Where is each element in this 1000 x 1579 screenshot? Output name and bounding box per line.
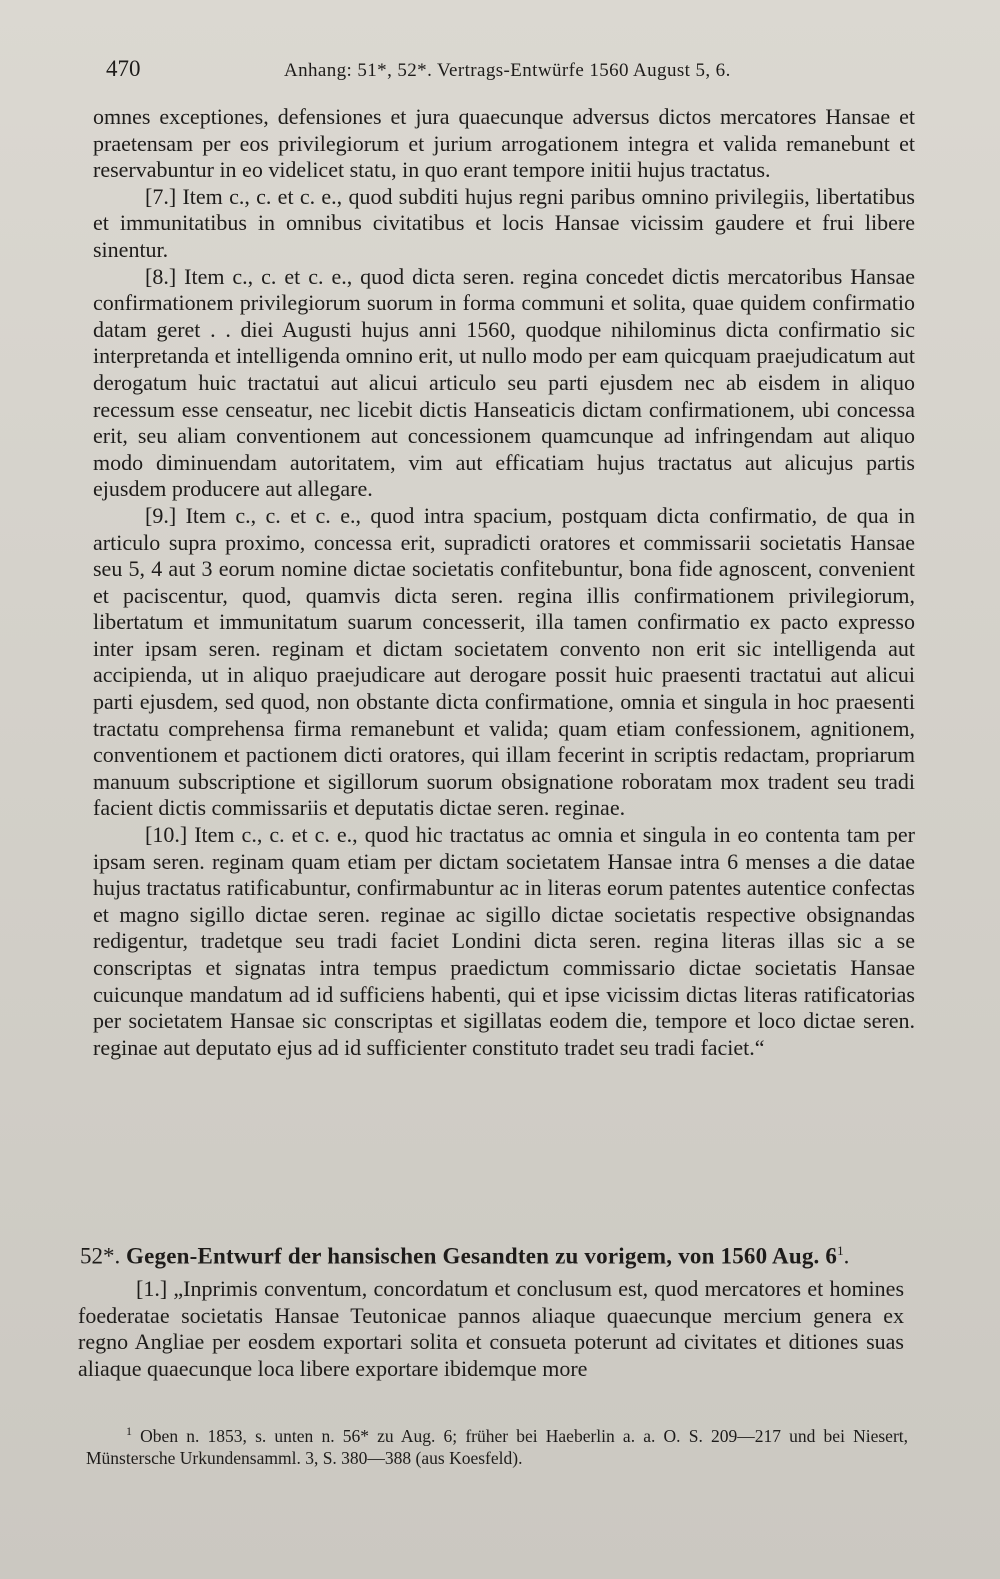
article-number: [9.] <box>145 502 177 528</box>
continuation-paragraph: omnes exceptiones, defensiones et jura quaecunque adversus dictos mercatores Hansae et praetensam per eos privilegiorum et jurium arrogationem integra et valida remanebunt et reservabuntur in eo videlicet statu, in quo erant tempore initii hujus tractatus. <box>93 104 915 183</box>
page-number: 470 <box>106 56 141 81</box>
running-head: Anhang: 51*, 52*. Vertrags-Entwürfe 1560 August 5, 6. <box>284 60 731 81</box>
section-title: Gegen-Entwurf der hansischen Gesandten zu vorigem, von 1560 Aug. 6 <box>126 1243 838 1269</box>
article-text: Item c., c. et c. e., quod dicta seren. regina concedet dictis mercatoribus Hansae confirmationem privilegiorum suorum in forma communi et solita, quae quidem confirmatio datam geret . . diei Augusti hujus anni 1560, quodque nihilominus dicta confirmatio sic interpretanda et intelligenda omnino erit, ut nullo modo per eam quicquam praejudicatum aut derogatum huic tractatui aut alicui articulo seu parti ejusdem nec ab eisdem in aliquo recessum esse censeatur, nec licebit dictis Hanseaticis dictam confirmationem, ubi concessa erit, seu aliam conventionem aut concessionem quamcunque ad infringendam aut aliquo modo diminuendam autoritatem, vim aut efficatiam hujus tractatus aut alicujus partis ejusdem producere aut allegare. <box>93 263 916 502</box>
article-text: Item c., c. et c. e., quod hic tractatus ac omnia et singula in eo contenta tam per ipsam seren. reginam quam etiam per dictam societatem Hansae intra 6 menses a die datae hujus tractatus ratificabuntur, confirmabuntur ac in literas eorum patentes autentice confectas et magno sigillo dictae seren. reginae ac sigillo dictae societatis respective obsignandas redigentur, tradetque seu tradi faciet Londini dicta seren. regina literas illas sic a se conscriptas et signatas intra tempus praedictum commissario dictae societatis Hansae cuicunque mandatum ad id sufficiens habenti, qui et ipse vicissim dictas literas ratificatorias per societatem Hansae sic conscriptas et sigillatas eodem die, tempore et loco dictae seren. reginae aut deputato ejus ad id sufficienter constituto tradet seu tradi faciet.“ <box>93 822 915 1060</box>
footnote <box>86 1420 908 1469</box>
article-number: [7.] <box>145 183 177 209</box>
article-7 <box>93 184 915 264</box>
article-number: [8.] <box>145 263 177 289</box>
document-51-text <box>93 104 915 1061</box>
footnote-reference: 1 <box>837 1243 844 1258</box>
footnote-paragraph <box>86 1420 908 1469</box>
article-10 <box>93 822 915 1061</box>
article-9 <box>93 503 915 822</box>
section-heading-52 <box>80 1236 910 1272</box>
article-8 <box>93 264 915 503</box>
article-text: „Inprimis conventum, concordatum et conclusum est, quod mercatores et homines foederatae societatis Hansae Teutonicae pannos aliaque quaecunque mercium genera ex regno Angliae per eosdem exportari solita et consueta poterunt ad civitates et ditiones suas aliaque quaecunque loca libere exportare ibidemque more <box>78 1276 904 1381</box>
section-number: 52*. <box>80 1243 121 1269</box>
section-title-end: . <box>843 1243 850 1269</box>
article-1 <box>78 1276 904 1382</box>
footnote-marker: 1 <box>126 1424 132 1438</box>
page-header <box>106 56 942 90</box>
footnote-text: Oben n. 1853, s. unten n. 56* zu Aug. 6; früher bei Haeberlin a. a. O. S. 209—217 und bei Niesert, Münstersche Urkundensamml. 3, S. 380—388 (aus Koesfeld). <box>86 1425 909 1468</box>
article-text: Item c., c. et c. e., quod subditi hujus regni paribus omnino privilegiis, libertatibus et immunitatibus in omnibus civitatibus et locis Hansae vicissim gaudere et frui libere sinentur. <box>93 183 915 262</box>
article-number: [10.] <box>145 822 188 848</box>
document-52-text <box>78 1276 904 1382</box>
article-text: Item c., c. et c. e., quod intra spacium, postquam dicta confirmatio, de qua in articulo supra proximo, concessa erit, supradicti oratores et commissarii societatis Hansae seu 5, 4 aut 3 eorum nomine dictae societatis confitebuntur, bona fide agnoscent, convenient et paciscentur, quod, quamvis dicta seren. regina illis confirmationem privilegiorum, libertatum et immunitatum suarum concesserit, illa tamen confirmatio ex pacto expresso inter ipsam seren. reginam et dictam societatem convento non erit sic intelligenda aut accipienda, ut in aliquo praejudicare aut derogare possit huic praesenti tractatui aut alicui parti ejusdem, sed quod, non obstante dicta confirmatione, omnia et singula in hoc praesenti tractatu comprehensa firma remanebunt et valida; quam etiam confessionem, agnitionem, conventionem et pactionem dicti oratores, qui illam fecerint in scriptis redactam, propriarum manuum subscriptione et sigillorum suorum obsignatione roboratam mox tradent seu tradi facient dictis commissariis et deputatis dictae seren. reginae. <box>93 502 916 821</box>
article-number: [1.] <box>136 1276 168 1301</box>
